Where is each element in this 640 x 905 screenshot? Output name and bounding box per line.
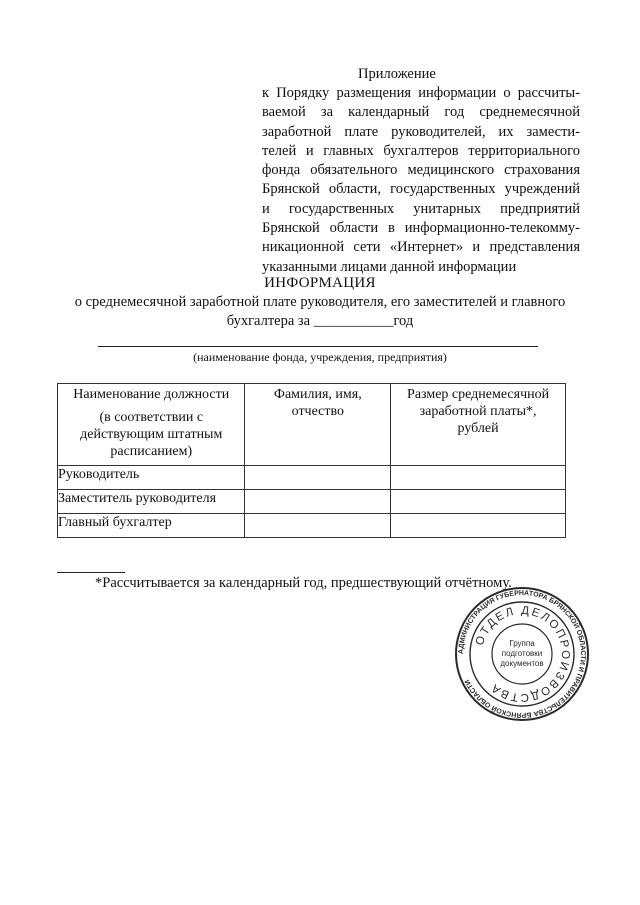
table-cell-position: Главный бухгалтер <box>58 514 245 538</box>
stamp-center-line: Группа <box>509 639 535 648</box>
header-text: (в соответствии с <box>99 410 204 425</box>
document-heading: ИНФОРМАЦИЯ <box>264 275 376 291</box>
table-row <box>58 514 566 538</box>
table-cell-position: Руководитель <box>58 466 245 490</box>
appendix-line: указанными лицами данной информации <box>262 258 517 275</box>
official-stamp <box>454 586 590 722</box>
header-text: отчество <box>291 404 345 419</box>
table-cell-name <box>245 514 391 538</box>
appendix-line: заработной плате руководителей, их замести- <box>262 123 580 140</box>
appendix-line: никационной сети «Интернет» и представления <box>262 239 580 256</box>
table-cell-name <box>245 490 391 514</box>
table-cell-name <box>245 466 391 490</box>
footnote: *Рассчитывается за календарный год, предшествующий отчётному. <box>95 575 512 591</box>
stamp-center-line: документов <box>500 659 544 668</box>
column-header-name <box>245 384 391 466</box>
footnote-divider <box>57 572 125 573</box>
column-header-position <box>58 384 245 466</box>
stamp-outer-text-path: АДМИНИСТРАЦИЯ ГУБЕРНАТОРА БРЯНСКОЙ ОБЛАСТИ И ПРАВИТЕЛЬСТВА БРЯНСКОЙ ОБЛАСТИ <box>457 589 587 719</box>
appendix-title: Приложение <box>358 66 436 82</box>
table-cell-salary <box>391 466 566 490</box>
appendix-line: Брянской области в информационно-телекомму- <box>262 220 580 237</box>
header-text: действующим штатным <box>80 427 223 442</box>
stamp-center-line: подготовки <box>501 649 543 658</box>
table-cell-salary <box>391 490 566 514</box>
header-text: заработной платы*, <box>419 404 537 419</box>
table-row <box>58 466 566 490</box>
document-subheading-year: бухгалтера за ___________год <box>226 313 414 329</box>
header-text: расписанием) <box>110 444 193 459</box>
stamp-ring-text-path: ОТДЕЛ ДЕЛОПРОИЗВОДСТВА <box>473 604 572 704</box>
appendix-line: и государственных унитарных предприятий <box>262 200 580 217</box>
header-text: Фамилия, имя, <box>273 387 362 402</box>
column-header-salary <box>391 384 566 466</box>
appendix-line: ваемой за календарный год среднемесячной <box>262 104 580 121</box>
table-cell-salary <box>391 514 566 538</box>
appendix-line: к Порядку размещения информации о рассчиты- <box>262 85 580 101</box>
appendix-line: фонда обязательного медицинского страхования <box>262 162 580 179</box>
header-text: рублей <box>457 421 499 436</box>
table-cell-position: Заместитель руководителя <box>58 490 245 514</box>
appendix-line: телей и главных бухгалтеров территориального <box>262 142 580 159</box>
document-subheading: о среднемесячной заработной плате руководителя, его заместителей и главного <box>74 294 566 310</box>
organization-caption: (наименование фонда, учреждения, предприятия) <box>193 350 447 364</box>
appendix-reference <box>262 84 580 277</box>
appendix-line: Брянской области, государственных учреждений <box>262 181 580 198</box>
table-header-row <box>58 384 566 466</box>
organization-name-line <box>98 346 538 347</box>
salary-table <box>57 383 566 538</box>
table-row <box>58 490 566 514</box>
header-text: Размер среднемесячной <box>407 387 550 402</box>
header-text: Наименование должности <box>73 387 230 402</box>
